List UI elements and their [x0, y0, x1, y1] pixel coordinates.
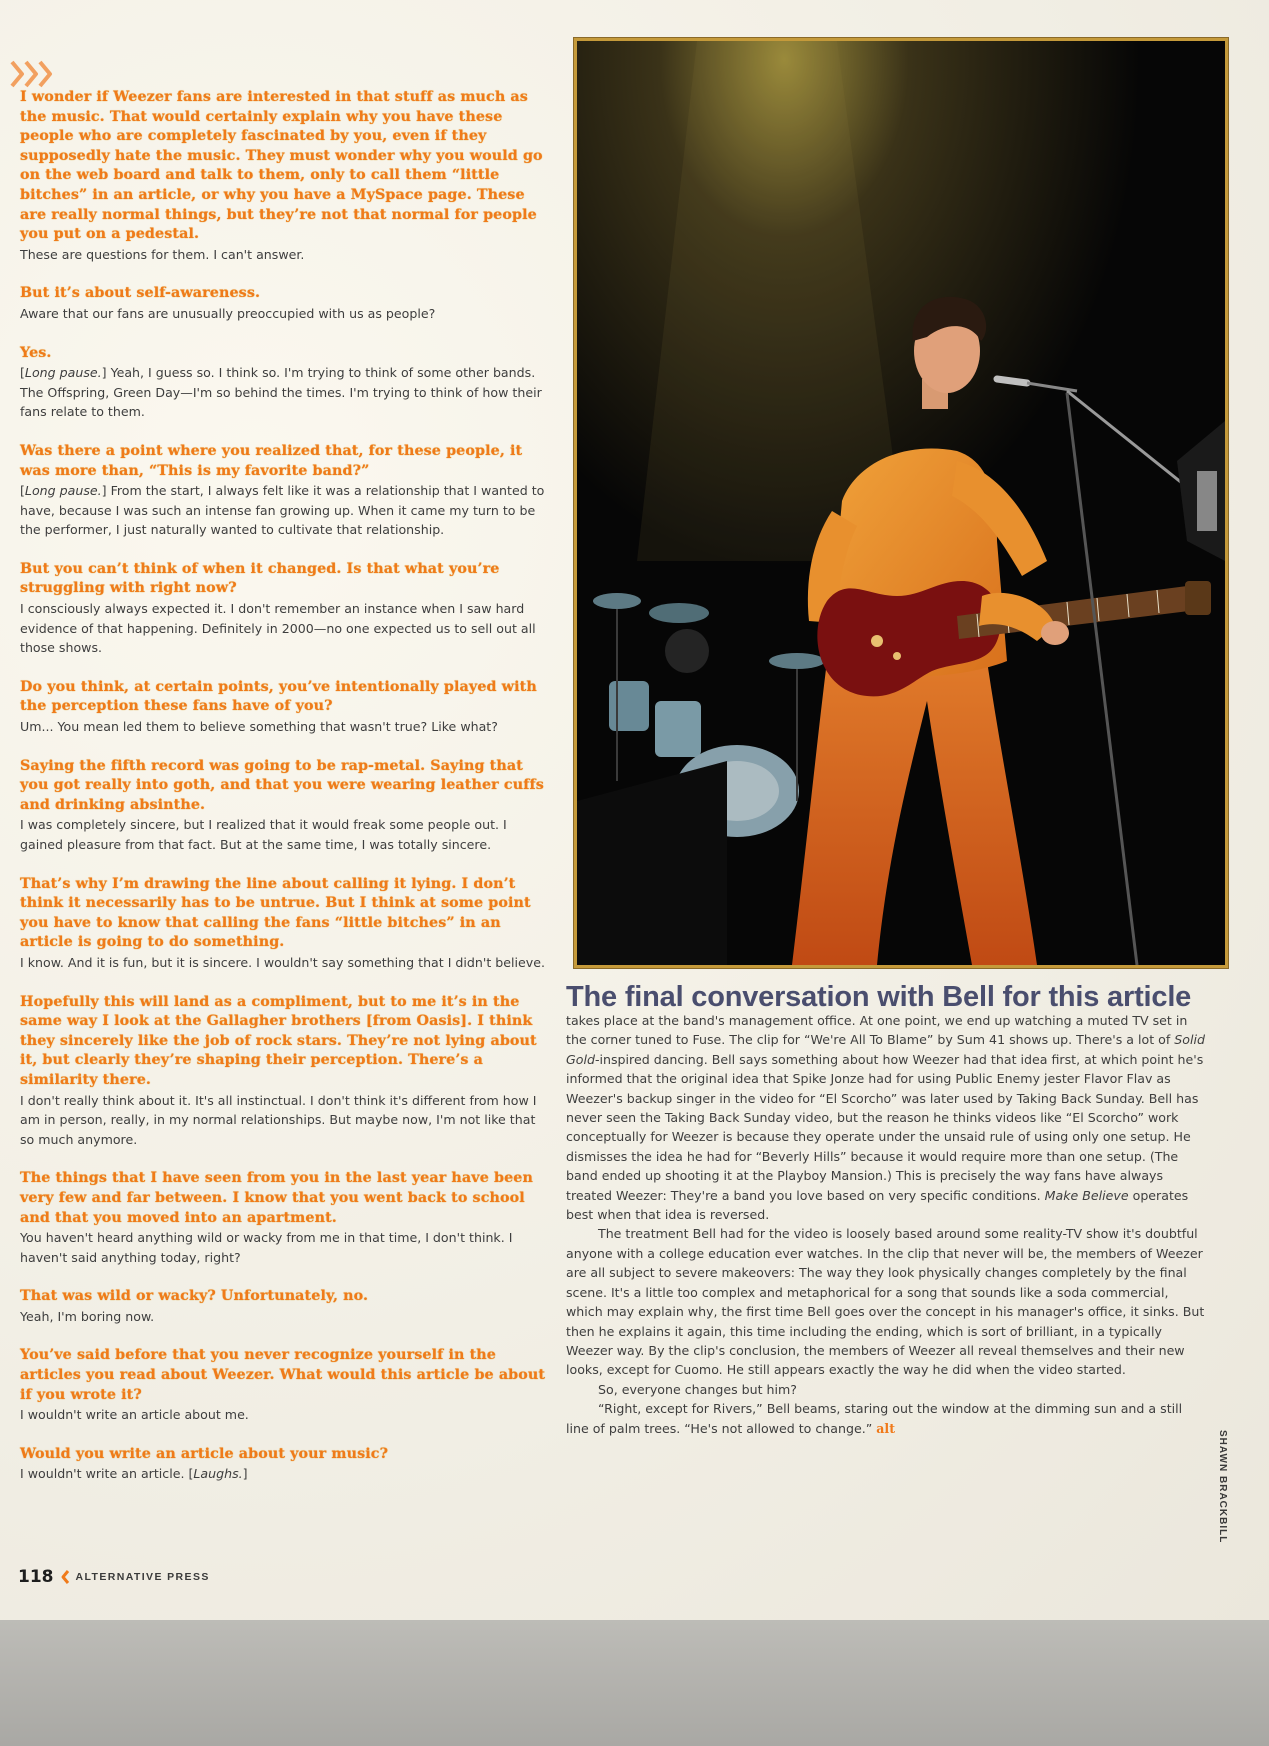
- body-paragraph: takes place at the band's management office. At one point, we end up watching a muted TV set in the corner tuned to Fuse. The clip for “We're All To Blame” by Sum 41 shows up. There's a lot of Solid Gold-inspired dancing. Bell says something about how Weezer had that idea first, at which point he's informed that the original idea that Spike Jonze had for using Public Enemy jester Flavor Flav as Weezer's backup singer in the video for “El Scorcho” was later used by Taking Back Sunday. Bell has never seen the Taking Back Sunday video, but the reason he thinks videos like “El Scorcho” work conceptually for Weezer is because they operate under the unsaid rule of using only one setup. He dismisses the idea he had for “Beverly Hills” because it would require more than one setup. (The band ended up shooting it at the Playboy Mansion.) This is precisely the way fans have always treated Weezer: They're a band you love based on very specific conditions. Make Believe operates best when that idea is reversed.: [566, 1013, 1205, 1223]
- interview-question: Do you think, at certain points, you’ve intentionally played with the perception these fans have of you?: [20, 678, 537, 715]
- interview-question: But you can’t think of when it changed. Is that what you’re struggling with right now?: [20, 560, 500, 597]
- article-body: [566, 1011, 1206, 1438]
- interview-question: Would you write an article about your music?: [20, 1445, 389, 1462]
- interview-question: Yes.: [20, 344, 52, 361]
- interview-question: That was wild or wacky? Unfortunately, no.: [20, 1288, 369, 1305]
- interview-question: But it’s about self-awareness.: [20, 285, 261, 302]
- interview-answer: You haven't heard anything wild or wacky from me in that time, I don't think. I haven't said anything today, right?: [20, 1230, 513, 1265]
- interview-answer: I know. And it is fun, but it is sincere. I wouldn't say something that I didn't believe.: [20, 954, 545, 970]
- body-paragraph: “Right, except for Rivers,” Bell beams, staring out the window at the dimming sun and a still line of palm trees. “He's not allowed to change.” alt: [566, 1401, 1183, 1436]
- interview-answer: Um... You mean led them to believe something that wasn't true? Like what?: [20, 719, 498, 735]
- magazine-name: ALTERNATIVE PRESS: [75, 1571, 210, 1583]
- interview-answer: I was completely sincere, but I realized that it would freak some people out. I gained pleasure from that fact. But at the same time, I was totally sincere.: [20, 817, 507, 852]
- interview-answer: [Long pause.] From the start, I always felt like it was a relationship that I wanted to have, because I was such an intense fan growing up. When it came my turn to be the performer, I just naturally wanted to cultivate that relationship.: [20, 483, 545, 538]
- end-mark: alt: [876, 1420, 896, 1436]
- interview-question: You’ve said before that you never recognize yourself in the articles you read about Weezer. What would this article be about if you wrote it?: [20, 1347, 546, 1403]
- interview-answer: Yeah, I'm boring now.: [20, 1308, 155, 1324]
- interview-answer: I consciously always expected it. I don't remember an instance when I saw hard evidence of that happening. Definitely in 2000—no one expected us to sell out all those shows.: [20, 601, 536, 656]
- photo-credit: SHAWN BRACKBILL: [1217, 1430, 1228, 1544]
- interview-answer: I don't really think about it. It's all instinctual. I don't think it's different from how I am in person, really, in my normal relationships. But maybe now, I'm not like that so much anymore.: [20, 1092, 537, 1147]
- interview-question: Saying the fifth record was going to be rap-metal. Saying that you got really into goth, and that you were wearing leather cuffs and drinking absinthe.: [20, 757, 544, 813]
- article-headline: The final conversation with Bell for this article: [566, 981, 1192, 1013]
- concert-photo: [574, 38, 1228, 968]
- interview-question: Hopefully this will land as a compliment, but to me it’s in the same way I look at the Gallagher brothers [from Oasis]. I think they sincerely like the job of rock stars. They’re not lying about it, but clearly they’re shaping their perception. There’s a similarity there.: [20, 993, 537, 1088]
- page-footer: [18, 1567, 210, 1587]
- interview-answer: These are questions for them. I can't answer.: [20, 246, 305, 262]
- interview-answer: I wouldn't write an article about me.: [20, 1407, 249, 1423]
- page-number: 118: [18, 1567, 54, 1587]
- interview-question: I wonder if Weezer fans are interested in that stuff as much as the music. That would certainly explain why you have these people who are completely fascinated by you, even if they supposedly hate the music. They must wonder why you would go on the web board and talk to them, only to call them “little bitches” in an article, or why you have a MySpace page. These are really normal things, but they’re not that normal for people you put on a pedestal.: [20, 89, 543, 243]
- chevron-left-icon: [60, 1569, 70, 1585]
- interview-question: The things that I have seen from you in the last year have been very few and far between. I know that you went back to school and that you moved into an apartment.: [20, 1170, 533, 1226]
- interview-answer: I wouldn't write an article. [Laughs.]: [20, 1466, 248, 1482]
- triple-chevron-icon: [8, 56, 62, 92]
- interview-question: That’s why I’m drawing the line about calling it lying. I don’t think it necessarily has to be untrue. But I think at some point you have to know that calling the fans “little bitches” in an article is going to do something.: [20, 875, 531, 951]
- scan-margin: [0, 1620, 1269, 1746]
- interview-column: [20, 88, 546, 1504]
- interview-answer: [Long pause.] Yeah, I guess so. I think so. I'm trying to think of some other bands. The Offspring, Green Day—I'm so behind the times. I'm trying to think of how their fans relate to them.: [20, 365, 542, 420]
- interview-question: Was there a point where you realized that, for these people, it was more than, “This is my favorite band?”: [20, 442, 523, 479]
- body-paragraph: The treatment Bell had for the video is loosely based around some reality-TV show it's doubtful anyone with a college education ever watches. In the clip that never will be, the members of Weezer are all subject to severe makeovers: The way they look physically changes completely by the final scene. It's a little too complex and metaphorical for a song that sounds like a soda commercial, which may explain why, the first time Bell goes over the concept in his manager's office, it sinks. But then he explains it again, this time including the ending, which is sort of brilliant, in a typically Weezer way. By the clip's conclusion, the members of Weezer all reveal themselves and their new looks, except for Cuomo. He still appears exactly the way he did when the video started.: [566, 1226, 1205, 1378]
- interview-answer: Aware that our fans are unusually preoccupied with us as people?: [20, 305, 436, 321]
- body-paragraph: So, everyone changes but him?: [598, 1381, 797, 1397]
